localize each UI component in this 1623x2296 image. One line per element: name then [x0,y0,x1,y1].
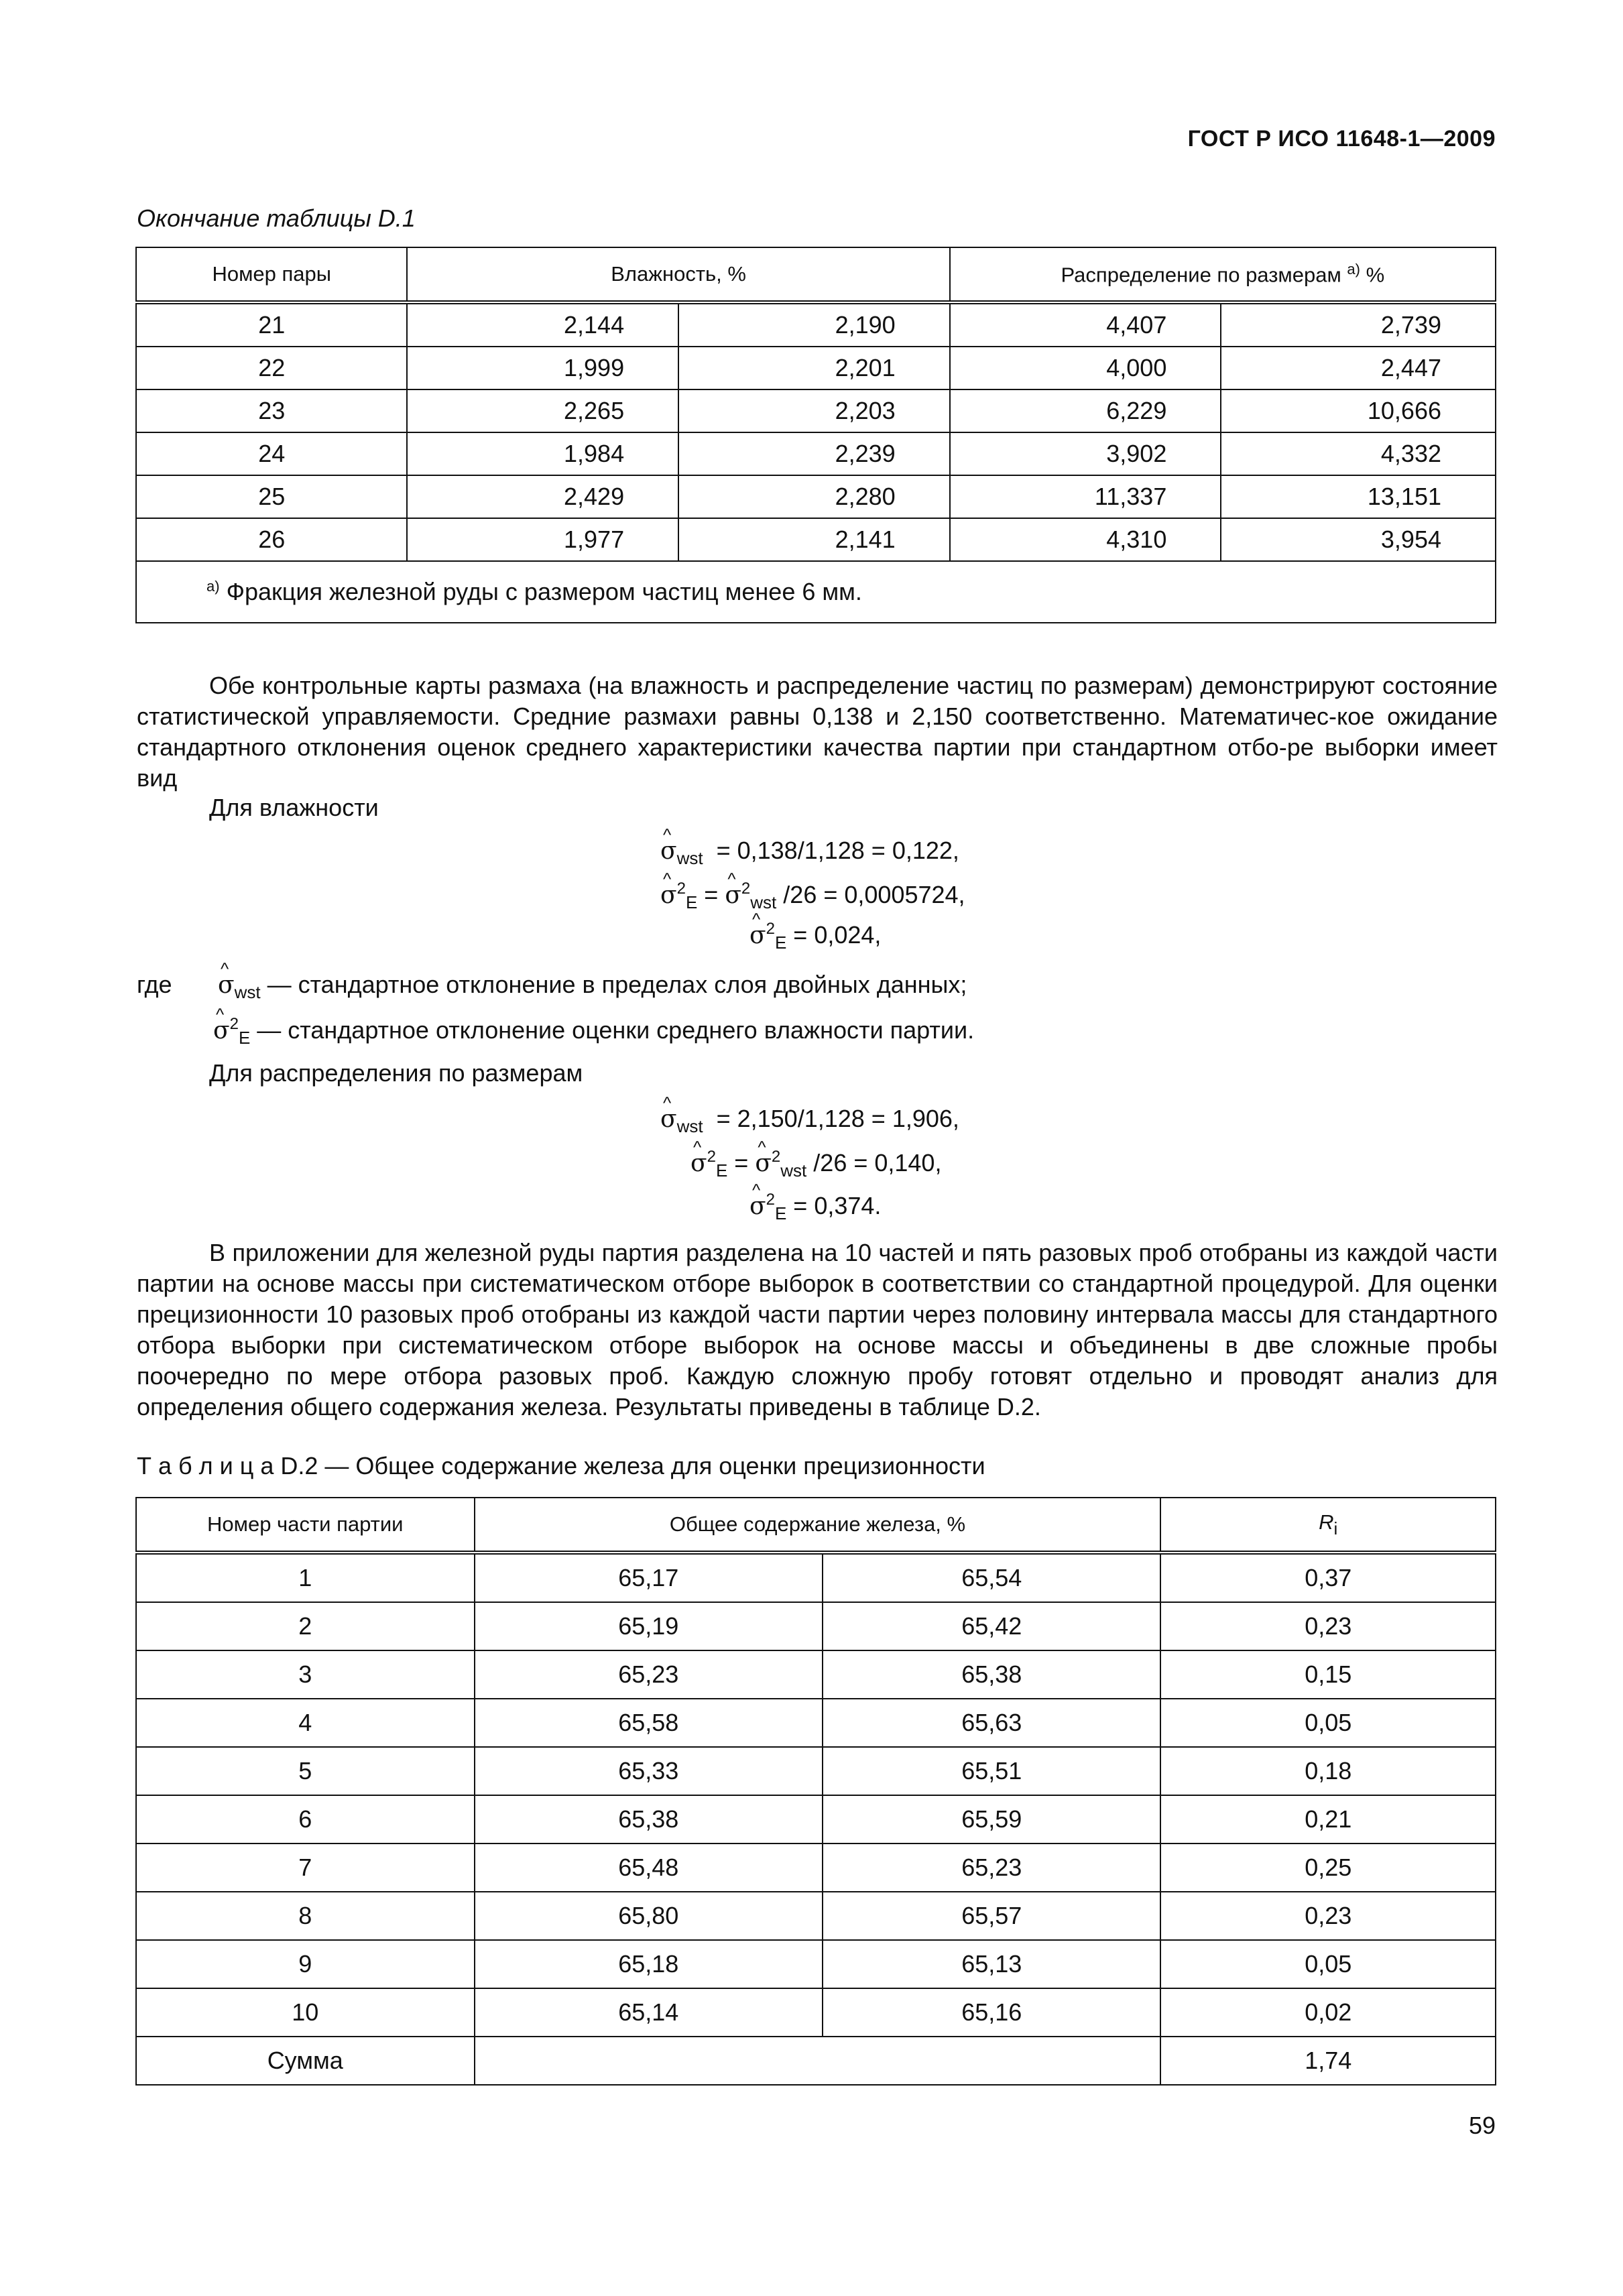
formula-sigma-e-moisture: ^ $\sigma^2_E = 0,024$, [749,920,881,953]
table-row [136,1940,1496,1988]
table-cell: 65,57 [823,1892,1161,1940]
col-header-part: Номер части партии [136,1498,475,1553]
table-cell: 4,000 [950,347,1221,389]
table-cell: 65,13 [823,1940,1161,1988]
table-d1 [135,247,1496,623]
table-cell: 4,332 [1221,432,1496,475]
table-cell: 0,18 [1160,1747,1496,1795]
col-header-size: Распределение по размерам $^{a)}$ % [950,247,1496,302]
table-cell: 2,144 [407,302,678,347]
table-row [136,1844,1496,1892]
table-cell: 65,59 [823,1795,1161,1844]
label-for-moisture: Для влажности [209,794,379,821]
col-header-ri: $R_i$ [1160,1498,1496,1553]
table-cell: 65,38 [823,1650,1161,1699]
table-cell: 25 [136,475,407,518]
paragraph-appendix: В приложении для железной руды партия разделена на 10 частей и пять разовых проб отобраны из каждой части партии на основе массы при систематическом отборе выборок в соответствии со стандартной процедурой. Для оценки прецизионности 10 разовых проб отобраны из каждой части партии через половину интервала массы для стандартного отбора выборки при систематическом отборе выборок на основе массы и объединены в две сложные пробы поочередно по мере отбора разовых проб. Каждую сложную пробу готовят отдельно и проводят анализ для определения общего содержания железа. Результаты приведены в таблице D.2. [137,1239,1498,1421]
table-footnote: $^{a)}$ Фракция железной руды с размером частиц менее 6 мм. [136,561,1496,623]
table-header-row [136,247,1496,302]
table-cell: 65,63 [823,1699,1161,1747]
table-cell: 2,265 [407,389,678,432]
formula-sigma-e-size: ^ $\sigma^2_E = 0,374$. [749,1191,881,1224]
formula-sigma-e2-size: ^ $\sigma^2_E$ = ^ $\sigma^2_{wst}$ /26 = 0,140, [690,1148,941,1181]
definition-sigma-wst: ^ $\sigma_{wst}$ — стандартное отклонение в пределах слоя двойных данных; [218,971,967,1003]
paragraph-control-charts: Обе контрольные карты размаха (на влажность и распределение частиц по размерам) демонстрируют состояние статистической управляемости. Средние размахи равны 0,138 и 2,150 соответственно. Математичес-кое ожидание стандартного отклонения оценок среднего характеристики качества партии при стандартном отбо-ре выборки имеет вид [137,672,1498,792]
table-row [136,475,1496,518]
table-cell: 13,151 [1221,475,1496,518]
table-row [136,1747,1496,1795]
table-row [136,1602,1496,1650]
formula-sigma-wst-size: ^ $\sigma_{wst} = 2,150/1,128 = 1,906$, [660,1105,959,1137]
table-row [136,302,1496,347]
table-row [136,347,1496,389]
table-cell: 65,38 [475,1795,823,1844]
table-cell: 10 [136,1988,475,2037]
table-cell: 2,141 [678,518,950,561]
table-row [136,1988,1496,2037]
col-header-moisture: Влажность, % [407,247,949,302]
table-cell: 5 [136,1747,475,1795]
label-for-size: Для распределения по размерам [209,1059,583,1087]
table-cell: 65,17 [475,1553,823,1602]
table-row [136,1553,1496,1602]
table-cell: 9 [136,1940,475,1988]
table-cell: 1 [136,1553,475,1602]
table-cell: 8 [136,1892,475,1940]
sum-value: 1,74 [1160,2037,1496,2085]
table-cell: 0,05 [1160,1699,1496,1747]
table-row [136,1795,1496,1844]
table-cell: 26 [136,518,407,561]
table-cell: 65,54 [823,1553,1161,1602]
table-cell: 23 [136,389,407,432]
table-cell: 2,190 [678,302,950,347]
table-row [136,1699,1496,1747]
table-cell: 22 [136,347,407,389]
table-cell: 2,280 [678,475,950,518]
table-cell: 65,80 [475,1892,823,1940]
table-d2 [135,1497,1496,2086]
table-cell: 24 [136,432,407,475]
col-header-pair: Номер пары [136,247,407,302]
table-row [136,1892,1496,1940]
table-cell: 2 [136,1602,475,1650]
table-cell: 65,42 [823,1602,1161,1650]
table-cell: 11,337 [950,475,1221,518]
table-cell: 10,666 [1221,389,1496,432]
table-cell: 65,58 [475,1699,823,1747]
table-cell: 65,48 [475,1844,823,1892]
table-cell: 0,37 [1160,1553,1496,1602]
table-cell: 1,977 [407,518,678,561]
table-cell: 7 [136,1844,475,1892]
page-number: 59 [1468,2112,1496,2139]
table-cell: 3,954 [1221,518,1496,561]
table-cell: 21 [136,302,407,347]
table-row [136,432,1496,475]
table-cell: 2,447 [1221,347,1496,389]
standard-number: ГОСТ Р ИСО 11648-1—2009 [1187,126,1496,152]
table-cell: 65,18 [475,1940,823,1988]
table-cell: 65,19 [475,1602,823,1650]
table-cell: 65,51 [823,1747,1161,1795]
table-footnote-row [136,561,1496,623]
table-cell: 2,739 [1221,302,1496,347]
table-row [136,1650,1496,1699]
table-cell: 4,310 [950,518,1221,561]
table-cell: 1,999 [407,347,678,389]
label-where: где [137,971,172,998]
table-cell: 4,407 [950,302,1221,347]
table-cell: 65,33 [475,1747,823,1795]
table-cell: 65,14 [475,1988,823,2037]
table-cell: 0,23 [1160,1892,1496,1940]
table-cell: 0,25 [1160,1844,1496,1892]
table-cell: 65,16 [823,1988,1161,2037]
formula-sigma-e2-moisture: ^ $\sigma^2_E$ = ^ $\sigma^2_{wst}$ /26 = 0,0005724, [660,880,965,913]
formula-sigma-wst-moisture: ^ $\sigma_{wst} = 0,138/1,128 = 0,122$, [660,837,959,869]
table-cell: 2,239 [678,432,950,475]
sum-empty [475,2037,1161,2085]
table-continuation-caption: Окончание таблицы D.1 [137,204,416,232]
table-row [136,389,1496,432]
table-cell: 2,201 [678,347,950,389]
table-d2-caption: Т а б л и ц а D.2 — Общее содержание железа для оценки прецизионности [137,1452,985,1479]
table-cell: 0,02 [1160,1988,1496,2037]
table-cell: 0,15 [1160,1650,1496,1699]
table-header-row [136,1498,1496,1553]
sum-label: Сумма [136,2037,475,2085]
table-cell: 2,429 [407,475,678,518]
table-cell: 65,23 [475,1650,823,1699]
col-header-iron: Общее содержание железа, % [475,1498,1161,1553]
table-cell: 1,984 [407,432,678,475]
table-cell: 0,23 [1160,1602,1496,1650]
table-cell: 4 [136,1699,475,1747]
definition-sigma-e: ^ $\sigma^2_E$ — стандартное отклонение оценки среднего влажности партии. [213,1015,974,1048]
table-row [136,518,1496,561]
table-cell: 65,23 [823,1844,1161,1892]
table-cell: 3 [136,1650,475,1699]
table-cell: 0,21 [1160,1795,1496,1844]
table-sum-row [136,2037,1496,2085]
table-cell: 3,902 [950,432,1221,475]
table-cell: 6 [136,1795,475,1844]
table-cell: 2,203 [678,389,950,432]
table-cell: 6,229 [950,389,1221,432]
table-cell: 0,05 [1160,1940,1496,1988]
